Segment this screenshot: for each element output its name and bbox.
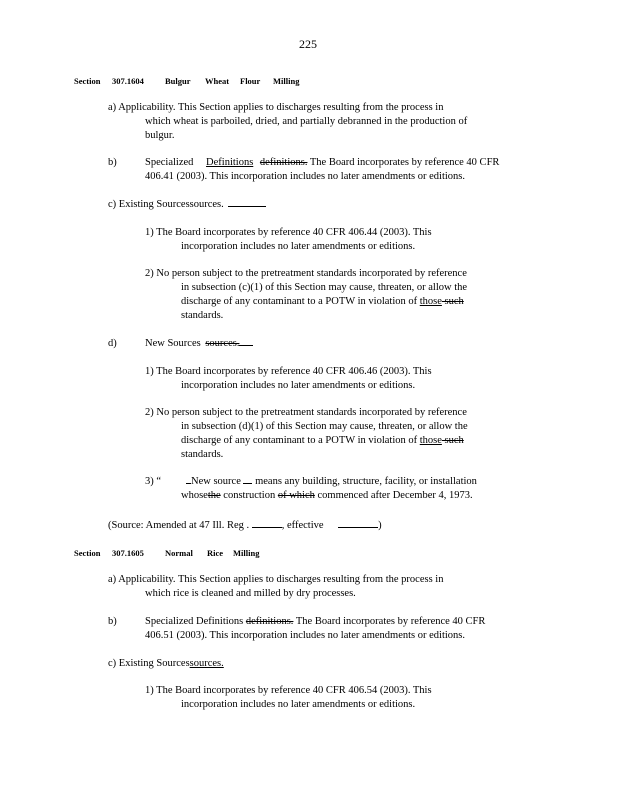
paragraph-text: New source <box>191 476 244 487</box>
section-title-word: Rice <box>207 548 224 558</box>
paragraph-line <box>145 337 253 351</box>
deleted-text: of which <box>277 490 315 501</box>
paragraph-line <box>181 489 473 503</box>
page-number: 225 <box>299 37 317 51</box>
paragraph-line: incorporation includes no later amendments or editions. <box>181 699 416 710</box>
strike-rule <box>239 339 253 346</box>
deleted-text: sources. <box>205 338 240 349</box>
paragraph-line: standards. <box>181 449 224 460</box>
strike-rule <box>228 200 266 207</box>
deleted-text: such <box>441 296 464 307</box>
paragraph-line: incorporation includes no later amendments or editions. <box>181 241 416 252</box>
paragraph-text: c) Existing Sourcessources. <box>108 199 224 210</box>
paragraph-text: commenced after December 4, 1973. <box>314 490 473 501</box>
paragraph-line: a) Applicability. This Section applies to discharges resulting from the process in <box>108 574 444 585</box>
paragraph-line: a) Applicability. This Section applies to discharges resulting from the process in <box>108 102 444 113</box>
paragraph-line <box>145 615 485 629</box>
paragraph-line: bulgur. <box>145 130 175 141</box>
paragraph-text: discharge of any contaminant to a POTW in violation of <box>181 435 420 446</box>
source-text: ) <box>378 520 382 531</box>
specialized-text: Specialized <box>145 157 194 168</box>
paragraph-line: 1) The Board incorporates by reference 40 CFR 406.44 (2003). This <box>145 227 432 238</box>
paragraph-text: Specialized Definitions <box>145 616 246 627</box>
section-number: 307.1605 <box>112 548 144 558</box>
blank-field <box>252 517 282 528</box>
section-title-word: Bulgur <box>165 76 191 86</box>
section-title-word: Normal <box>165 548 193 558</box>
deleted-text: definitions. <box>245 616 294 627</box>
paragraph-line <box>181 434 464 448</box>
paragraph-line: in subsection (c)(1) of this Section may cause, threaten, or allow the <box>181 282 468 293</box>
paragraph-line: in subsection (d)(1) of this Section may cause, threaten, or allow the <box>181 421 468 432</box>
paragraph-line <box>186 475 477 489</box>
paragraph-number: 3) “ <box>145 476 162 487</box>
paragraph-line <box>145 156 499 170</box>
section-label: Section <box>74 76 101 86</box>
paragraph-line: 1) The Board incorporates by reference 40 CFR 406.54 (2003). This <box>145 685 432 696</box>
paragraph-text: construction <box>220 490 278 501</box>
section-title-word: Milling <box>233 548 260 558</box>
paragraph-text: The Board incorporates by reference 40 CFR <box>307 157 500 168</box>
section-number: 307.1604 <box>112 76 144 86</box>
inserted-text: Definitions <box>206 157 254 168</box>
paragraph-text: New Sources <box>145 338 201 349</box>
section-title-word: Wheat <box>205 76 230 86</box>
paragraph-label: b) <box>108 616 117 627</box>
paragraph-line: 406.41 (2003). This incorporation includes no later amendments or editions. <box>145 171 465 182</box>
inserted-text: those <box>419 435 442 446</box>
paragraph-text: means any building, structure, facility, or installation <box>252 476 477 487</box>
inserted-text: those <box>419 296 442 307</box>
deleted-text: the <box>207 490 221 501</box>
deleted-text: definitions. <box>259 157 308 168</box>
paragraph-line <box>108 657 224 671</box>
section-title-word: Milling <box>273 76 300 86</box>
source-note <box>108 517 382 533</box>
paragraph-line: 2) No person subject to the pretreatment standards incorporated by reference <box>145 407 467 418</box>
paragraph-text: whose <box>181 490 208 501</box>
paragraph-label: b) <box>108 157 117 168</box>
section-title-word: Flour <box>240 76 261 86</box>
inserted-text: sources. <box>189 658 224 669</box>
deleted-text: such <box>441 435 464 446</box>
paragraph-line <box>108 198 266 212</box>
paragraph-text: c) Existing Sources <box>108 658 190 669</box>
paragraph-line: 1) The Board incorporates by reference 40 CFR 406.46 (2003). This <box>145 366 432 377</box>
paragraph-line: 406.51 (2003). This incorporation includes no later amendments or editions. <box>145 630 465 641</box>
paragraph-text: discharge of any contaminant to a POTW in violation of <box>181 296 420 307</box>
source-text: , effective <box>281 520 324 531</box>
paragraph-line: 2) No person subject to the pretreatment standards incorporated by reference <box>145 268 467 279</box>
paragraph-label: d) <box>108 338 117 349</box>
paragraph-line: which wheat is parboiled, dried, and partially debranned in the production of <box>145 116 468 127</box>
source-text: (Source: Amended at 47 Ill. Reg . <box>108 520 250 531</box>
blank-field <box>338 517 378 528</box>
section-label: Section <box>74 548 101 558</box>
paragraph-line: standards. <box>181 310 224 321</box>
paragraph-line: which rice is cleaned and milled by dry processes. <box>145 588 356 599</box>
paragraph-text: The Board incorporates by reference 40 CFR <box>293 616 486 627</box>
paragraph-line <box>181 295 464 309</box>
paragraph-line: incorporation includes no later amendments or editions. <box>181 380 416 391</box>
